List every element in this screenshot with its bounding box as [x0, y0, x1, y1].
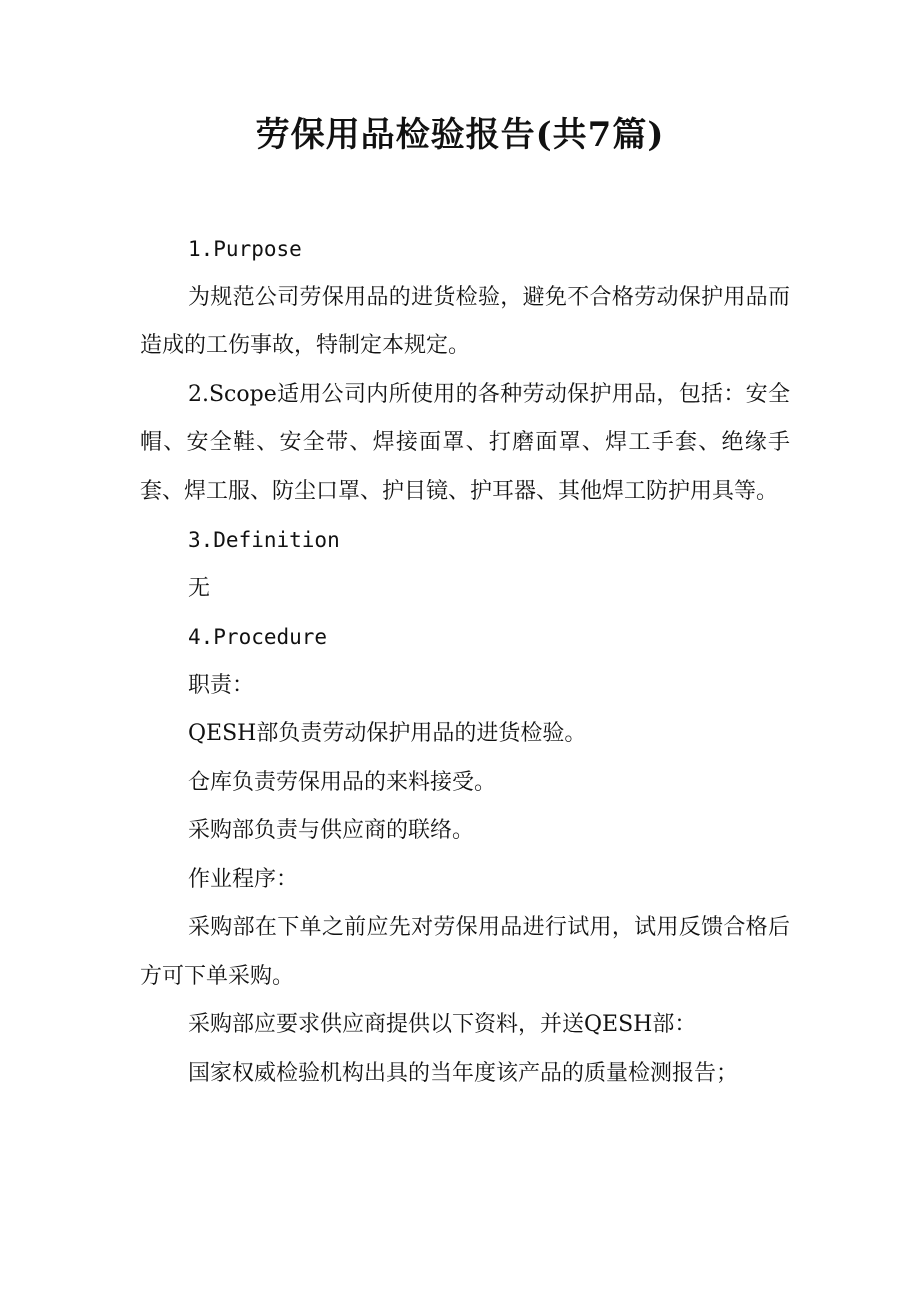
- section-heading-definition: 3.Definition: [188, 528, 340, 552]
- document-body: [140, 225, 790, 1098]
- paragraph-warehouse-duty: 仓库负责劳保用品的来料接受。: [188, 769, 497, 795]
- paragraph-trial-before-order: 采购部在下单之前应先对劳保用品进行试用，试用反馈合格后方可下单采购。: [140, 915, 790, 989]
- paragraph-responsibilities-label: 职责：: [188, 672, 255, 698]
- section-heading-procedure: 4.Procedure: [188, 625, 328, 649]
- section-heading-purpose: 1.Purpose: [188, 237, 302, 261]
- paragraph-scope: 2.Scope适用公司内所使用的各种劳动保护用品，包括：安全帽、安全鞋、安全带、焊接面罩、打磨面罩、焊工手套、绝缘手套、焊工服、防尘口罩、护目镜、护耳器、其他焊工防护用具等。: [140, 381, 790, 504]
- paragraph-definition-text: 无: [188, 575, 211, 601]
- paragraph-purpose-text: 为规范公司劳保用品的进货检验，避免不合格劳动保护用品而造成的工伤事故，特制定本规定。: [140, 284, 790, 358]
- paragraph-supplier-materials: 采购部应要求供应商提供以下资料，并送QESH部：: [188, 1012, 697, 1037]
- paragraph-quality-report: 国家权威检验机构出具的当年度该产品的质量检测报告；: [188, 1060, 739, 1086]
- paragraph-qesh-duty: QESH部负责劳动保护用品的进货检验。: [188, 721, 587, 746]
- document-title: 劳保用品检验报告(共7篇): [255, 115, 665, 155]
- paragraph-procedure-label: 作业程序：: [188, 866, 299, 892]
- paragraph-purchasing-duty: 采购部负责与供应商的联络。: [188, 818, 475, 843]
